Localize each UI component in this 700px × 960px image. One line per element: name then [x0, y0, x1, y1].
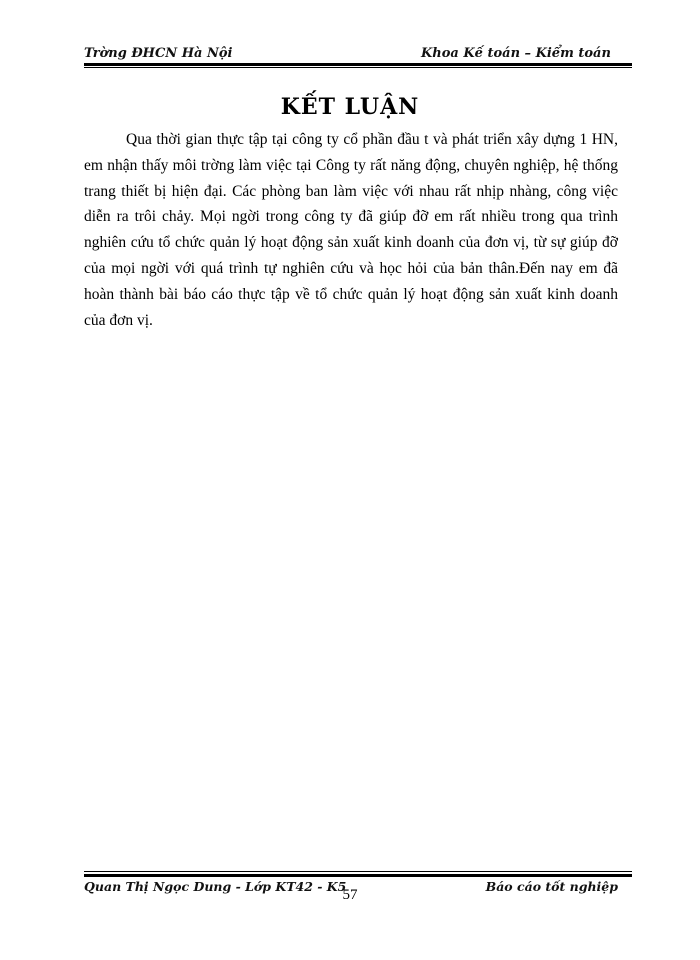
page-title: KẾT LUẬN	[280, 94, 420, 120]
header-faculty-name: Khoa Kế toán – Kiểm toán	[421, 46, 611, 61]
page-header	[84, 44, 632, 64]
header-school-name: Trờng ĐHCN Hà Nội	[84, 46, 233, 61]
header-divider-thin	[84, 67, 632, 68]
footer-author-class: Quan Thị Ngọc Dung - Lớp KT42 - K5	[84, 879, 347, 894]
footer-divider-thick	[84, 874, 632, 877]
footer-report-type: Báo cáo tốt nghiệp	[485, 879, 618, 894]
footer-divider-thin	[84, 871, 632, 872]
page-number: 57	[342, 887, 358, 903]
header-divider-thick	[84, 63, 632, 66]
conclusion-paragraph: Qua thời gian thực tập tại công ty cổ phần đầu t và phát triển xây dựng 1 HN, em nhận thấy môi trờng làm việc tại Công ty rất năng động, chuyên nghiệp, hệ thống trang thiết bị hiện đại. Các phòng ban làm việc với nhau rất nhịp nhàng, công việc diễn ra trôi chảy. Mọi ngời trong công ty đã giúp đỡ em rất nhiều trong qua trình nghiên cứu tổ chức quản lý hoạt động sản xuất kinh doanh của đơn vị, từ sự giúp đỡ của mọi ngời với quá trình tự nghiên cứu và học hỏi của bản thân.Đến nay em đã hoàn thành bài báo cáo thực tập về tổ chức quản lý hoạt động sản xuất kinh doanh của đơn vị.	[84, 131, 618, 329]
